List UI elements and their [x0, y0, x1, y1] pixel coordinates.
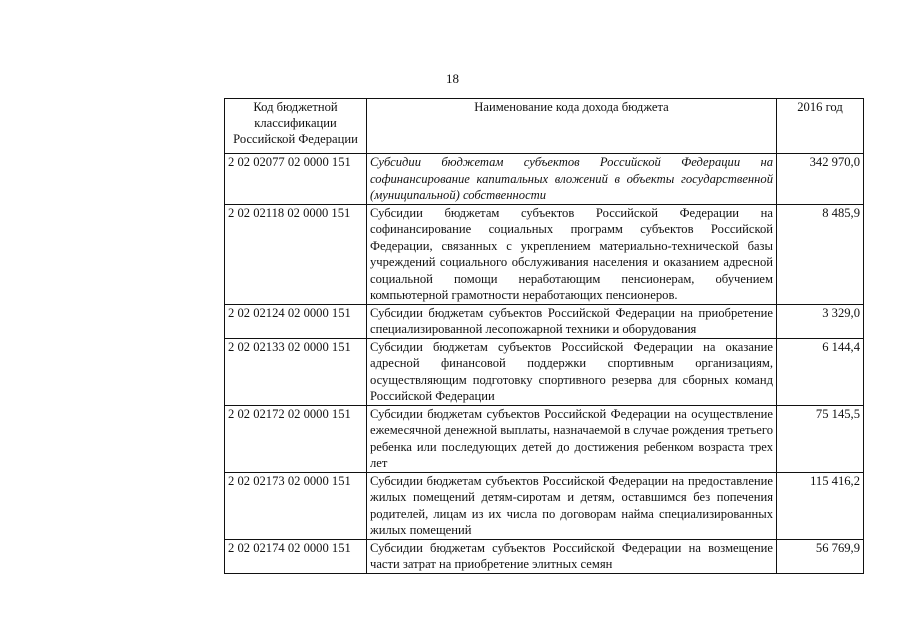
- row-amount: 56 769,9: [777, 539, 864, 573]
- row-amount: 75 145,5: [777, 405, 864, 472]
- header-code: Код бюджетной классификации Российской Федерации: [225, 99, 367, 154]
- row-name: Субсидии бюджетам субъектов Российской Федерации на возмещение части затрат на приобретение элитных семян: [367, 539, 777, 573]
- row-code: 2 02 02133 02 0000 151: [225, 338, 367, 405]
- table-row: [225, 204, 864, 304]
- table-row: [225, 154, 864, 205]
- row-amount: 6 144,4: [777, 338, 864, 405]
- header-name: Наименование кода дохода бюджета: [367, 99, 777, 154]
- budget-revenue-table: [224, 98, 864, 574]
- table-row: [225, 472, 864, 539]
- row-name: Субсидии бюджетам субъектов Российской Федерации на приобретение специализированной лесопожарной техники и оборудования: [367, 304, 777, 338]
- row-name: Субсидии бюджетам субъектов Российской Федерации на оказание адресной финансовой поддержки спортивным организациям, осуществляющим подготовку спортивного резерва для сборных команд Российской Федерации: [367, 338, 777, 405]
- table-row: [225, 304, 864, 338]
- row-amount: 115 416,2: [777, 472, 864, 539]
- page-number: 18: [446, 71, 459, 86]
- row-code: 2 02 02173 02 0000 151: [225, 472, 367, 539]
- row-code: 2 02 02118 02 0000 151: [225, 204, 367, 304]
- row-amount: 3 329,0: [777, 304, 864, 338]
- row-name: Субсидии бюджетам субъектов Российской Федерации на предоставление жилых помещений детям-сиротам и детям, оставшимся без попечения родителей, лицам из их числа по договорам найма специализированных жилых помещений: [367, 472, 777, 539]
- row-code: 2 02 02124 02 0000 151: [225, 304, 367, 338]
- header-year: 2016 год: [777, 99, 864, 154]
- row-code: 2 02 02172 02 0000 151: [225, 405, 367, 472]
- row-code: 2 02 02174 02 0000 151: [225, 539, 367, 573]
- table-row: [225, 405, 864, 472]
- row-code: 2 02 02077 02 0000 151: [225, 154, 367, 205]
- table-row: [225, 338, 864, 405]
- row-name: Субсидии бюджетам субъектов Российской Федерации на осуществление ежемесячной денежной выплаты, назначаемой в случае рождения третьего ребенка или последующих детей до достижения ребенком возраста трех лет: [367, 405, 777, 472]
- row-name: Субсидии бюджетам субъектов Российской Федерации на софинансирование капитальных вложений в объекты государственной (муниципальной) собственности: [367, 154, 777, 205]
- table-row: [225, 539, 864, 573]
- row-amount: 342 970,0: [777, 154, 864, 205]
- table-header-row: [225, 99, 864, 154]
- row-amount: 8 485,9: [777, 204, 864, 304]
- row-name: Субсидии бюджетам субъектов Российской Федерации на софинансирование социальных программ субъектов Российской Федерации, связанных с укреплением материально-технической базы учреждений социального обслуживания населения и оказанием адресной социальной помощи неработающим пенсионерам, обучением компьютерной грамотности неработающих пенсионеров.: [367, 204, 777, 304]
